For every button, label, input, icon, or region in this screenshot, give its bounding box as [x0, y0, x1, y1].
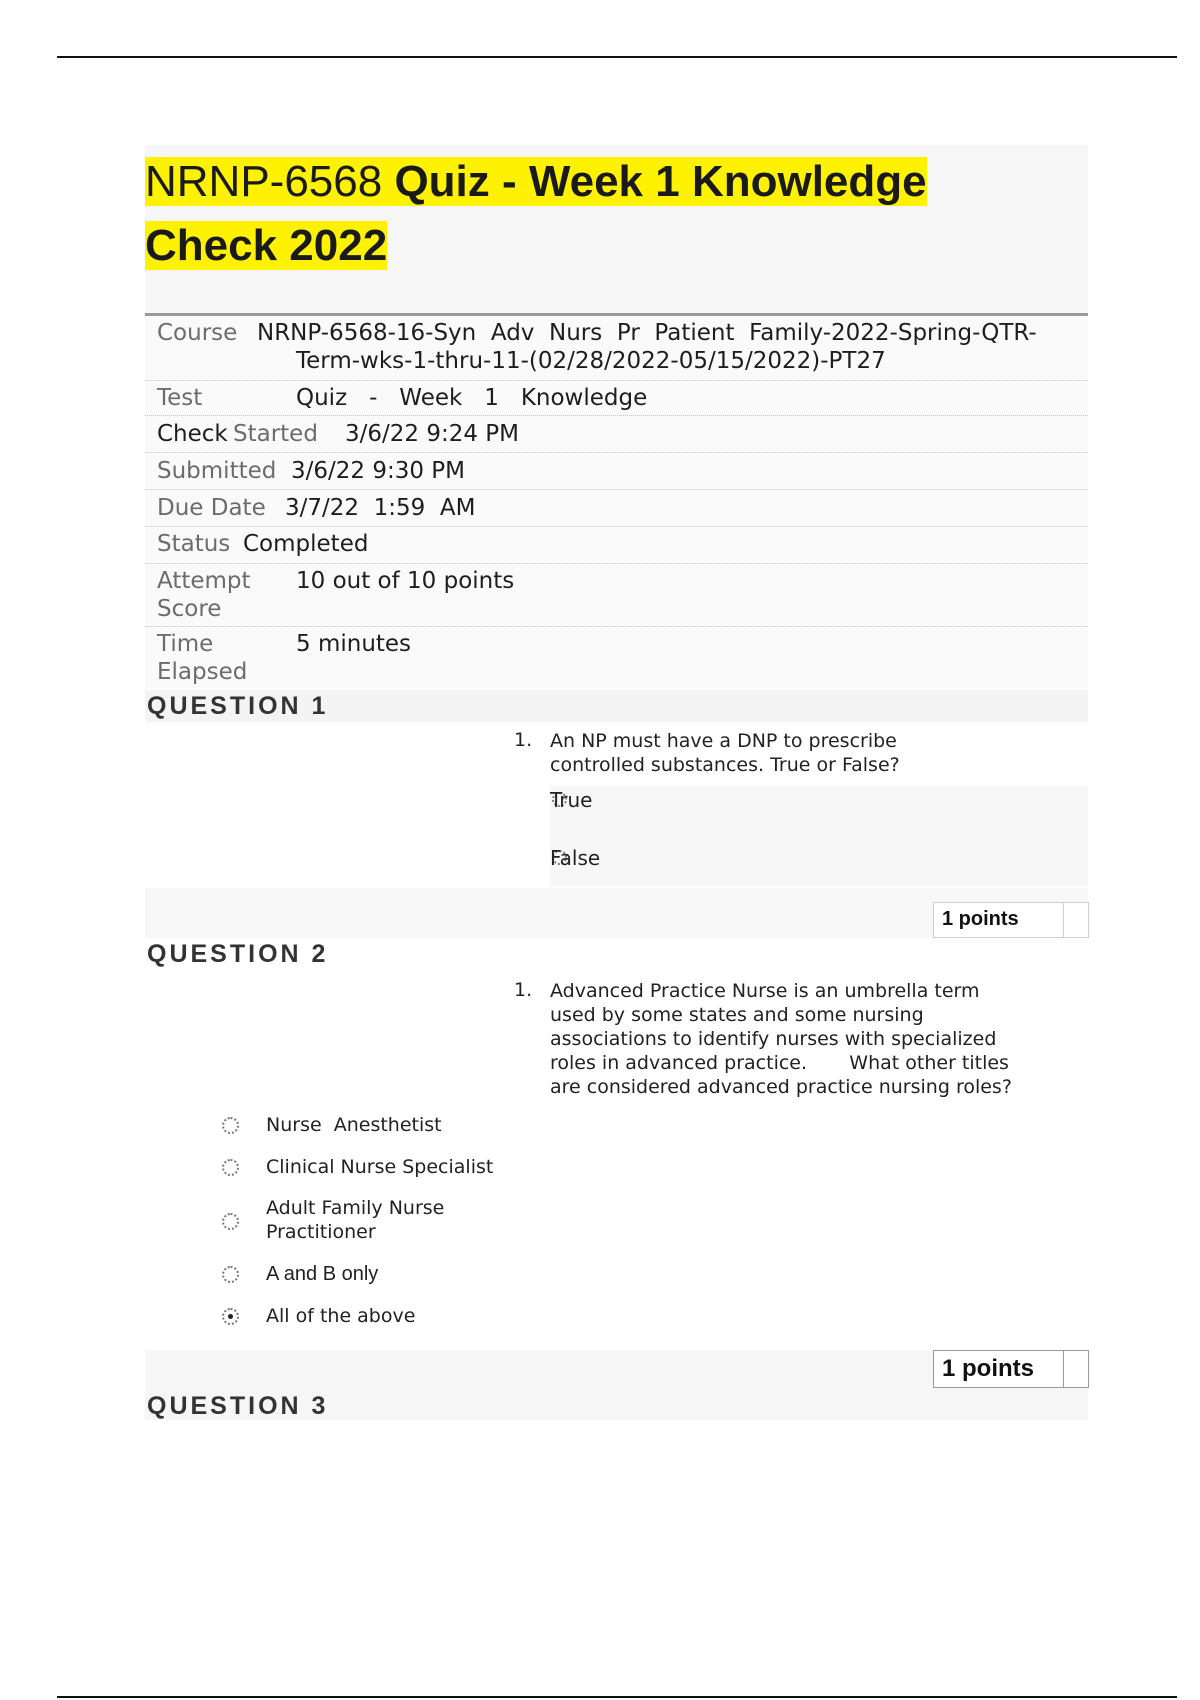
page-title: [145, 150, 1045, 278]
test-label: Test: [157, 385, 203, 411]
question-1-heading: QUESTION 1: [147, 692, 329, 720]
info-row-test: [145, 381, 1088, 416]
status-value: Completed: [243, 531, 369, 557]
question-1-option-false[interactable]: [550, 846, 750, 874]
question-2-points: 1 points: [942, 1355, 1035, 1382]
time-elapsed-label-2: Elapsed: [157, 659, 248, 685]
attempt-score-label-1: Attempt: [157, 568, 251, 594]
radio-icon[interactable]: [222, 1266, 239, 1283]
due-date-label: Due Date: [157, 495, 266, 521]
option-label: True: [550, 788, 593, 812]
course-value-line2: Term-wks-1-thru-11-(02/28/2022-05/15/2022)-PT27: [296, 348, 886, 374]
option-label: [266, 1196, 444, 1244]
question-1-option-true[interactable]: [550, 788, 750, 816]
question-1-points: 1 points: [942, 908, 1019, 930]
question-2-number: 1.: [514, 979, 533, 1001]
time-elapsed-label-1: Time: [157, 631, 214, 657]
test-value: Quiz - Week 1 Knowledge: [296, 385, 648, 411]
option-label: Nurse Anesthetist: [266, 1114, 442, 1136]
option-label: A and B only: [266, 1263, 379, 1285]
question-2-text-line: roles in advanced practice. What other titles: [550, 1052, 1009, 1074]
time-elapsed-value: 5 minutes: [296, 631, 412, 657]
status-label: Status: [157, 531, 231, 557]
info-row-course: [145, 316, 1088, 381]
info-row-started: [145, 416, 1088, 453]
points-cell: [1063, 903, 1088, 937]
question-2-text-line: used by some states and some nursing: [550, 1004, 924, 1026]
option-label: Clinical Nurse Specialist: [266, 1156, 494, 1178]
question-1-number: 1.: [514, 729, 533, 751]
points-cell: [1063, 1351, 1088, 1387]
question-1-text: [550, 729, 1010, 777]
started-label: Started: [233, 421, 318, 447]
page-bottom-rule: [57, 1696, 1177, 1698]
radio-icon[interactable]: [222, 1213, 239, 1230]
question-2-option-clinical-nurse-specialist[interactable]: [220, 1155, 540, 1183]
title-line2: Check 2022: [145, 221, 388, 270]
option-label-line: Practitioner: [266, 1221, 376, 1243]
page-top-rule: [57, 56, 1177, 58]
question-2-text-line: are considered advanced practice nursing roles?: [550, 1076, 1012, 1098]
question-2-text: [550, 979, 1070, 1099]
question-2-option-all-of-the-above[interactable]: [220, 1304, 540, 1332]
info-row-attempt-score: [145, 564, 1088, 627]
course-value-line1: NRNP-6568-16-Syn Adv Nurs Pr Patient Family-2022-Spring-QTR-: [257, 320, 1037, 346]
question-2-points-box: [933, 1350, 1089, 1388]
radio-icon[interactable]: [222, 1159, 239, 1176]
question-2-text-line: Advanced Practice Nurse is an umbrella term: [550, 980, 980, 1002]
course-code: NRNP-6568: [145, 157, 383, 206]
info-row-time-elapsed: [145, 627, 1088, 689]
question-1-text-line: controlled substances. True or False?: [550, 754, 900, 776]
option-label-line: Adult Family Nurse: [266, 1197, 445, 1219]
attempt-score-label-2: Score: [157, 596, 222, 622]
radio-icon[interactable]: [222, 1117, 239, 1134]
info-row-due-date: [145, 490, 1088, 527]
submitted-label: Submitted: [157, 458, 277, 484]
question-2-text-line: associations to identify nurses with specialized: [550, 1028, 997, 1050]
question-3-heading: QUESTION 3: [147, 1392, 329, 1420]
question-2-heading: QUESTION 2: [147, 940, 329, 968]
attempt-score-value: 10 out of 10 points: [296, 568, 515, 594]
course-label: Course: [157, 320, 238, 346]
question-2-option-nurse-anesthetist[interactable]: [220, 1113, 540, 1141]
radio-selected-icon[interactable]: [222, 1308, 239, 1325]
submitted-value: 3/6/22 9:30 PM: [291, 458, 466, 484]
question-2-option-a-and-b-only[interactable]: [220, 1262, 540, 1290]
started-value: 3/6/22 9:24 PM: [345, 421, 520, 447]
question-2-option-adult-family-np[interactable]: [220, 1196, 540, 1248]
due-date-value: 3/7/22 1:59 AM: [285, 495, 476, 521]
question-1-points-box: [933, 902, 1089, 938]
info-row-status: [145, 527, 1088, 564]
option-label: All of the above: [266, 1305, 416, 1327]
attempt-info-table: [145, 313, 1088, 689]
check-word: Check: [157, 421, 228, 447]
question-1-text-line: An NP must have a DNP to prescribe: [550, 730, 897, 752]
info-row-submitted: [145, 453, 1088, 490]
title-line1: Quiz - Week 1 Knowledge: [394, 157, 927, 206]
option-label: False: [550, 846, 601, 870]
